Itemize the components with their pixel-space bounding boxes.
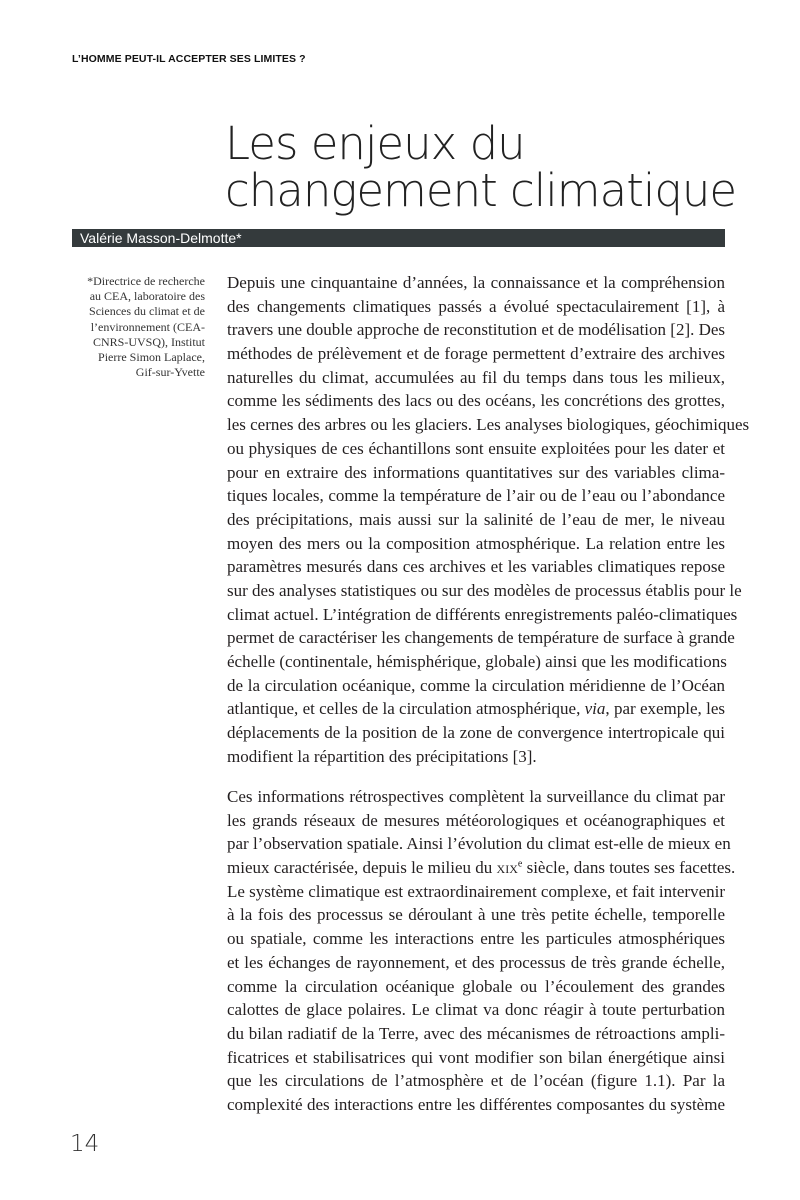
text-line: du bilan radiatif de la Terre, avec des mécanismes de rétroactions ampli- (227, 1023, 725, 1043)
text-segment: , par exemple, les (605, 699, 725, 719)
footnote-line: l’environnement (CEA- (90, 319, 205, 334)
title-line: changement climatique (225, 164, 737, 217)
title-line: Les enjeux du (225, 117, 525, 170)
styled-text: e (517, 858, 523, 870)
text-line: déplacements de la position de la zone de convergence intertropicale qui (227, 723, 725, 743)
article-title (225, 117, 737, 217)
footnote-line: au CEA, laboratoire des (89, 289, 205, 304)
running-header: L’HOMME PEUT-IL ACCEPTER SES LIMITES ? (72, 53, 306, 65)
text-line: et les échanges de rayonnement, et des processus de très grande échelle, (227, 952, 725, 972)
page-number: 14 (70, 1131, 100, 1157)
text-line: ficatrices et stabilisatrices qui vont modifier son bilan énergétique ainsi (227, 1047, 725, 1067)
text-line: calottes de glace polaires. Le climat va donc réagir à toute perturbation (227, 1000, 725, 1020)
text-segment: mieux caractérisée, depuis le milieu du (227, 858, 497, 878)
footnote-line: Pierre Simon Laplace, (98, 350, 205, 365)
footnote-line: CNRS-UVSQ), Institut (92, 334, 205, 349)
styled-text: xix (496, 858, 518, 878)
text-line: les grands réseaux de mesures météorologiques et océanographiques et (227, 810, 725, 830)
author-name: Valérie Masson-Delmotte* (80, 230, 242, 246)
text-line: par l’observation spatiale. Ainsi l’évolution du climat est-elle de mieux en (227, 834, 731, 854)
text-line: comme la circulation océanique globale ou l’écoulement des grandes (227, 976, 725, 996)
text-line: pour en extraire des informations quantitatives sur des variables clima- (227, 462, 725, 482)
text-line: permet de caractériser les changements de température de surface à grande (227, 628, 735, 648)
paragraph (227, 785, 736, 1117)
text-line: de la circulation océanique, comme la circulation méridienne de l’Océan (227, 675, 725, 695)
text-line: que les circulations de l’atmosphère et de l’océan (figure 1.1). Par la (227, 1071, 725, 1091)
text-segment: atlantique, et celles de la circulation atmosphérique, (227, 699, 585, 719)
text-line: à la fois des processus se déroulant à une très petite échelle, temporelle (227, 905, 725, 925)
footnote-line: Sciences du climat et de (89, 304, 205, 319)
text-line: Le système climatique est extraordinairement complexe, et fait intervenir (227, 881, 725, 901)
text-line: paramètres mesurés dans ces archives et les variables climatiques repose (227, 557, 725, 577)
text-line: Ces informations rétrospectives complètent la surveillance du climat par (227, 787, 725, 806)
text-line: des changements climatiques passés a évolué spectaculairement [1], à (227, 296, 725, 316)
text-line: tiques locales, comme la température de l’air ou de l’eau ou l’abondance (227, 486, 725, 506)
author-bar (72, 229, 725, 247)
text-line: complexité des interactions entre les différentes composantes du système (227, 1094, 725, 1114)
text-line: comme les sédiments des lacs ou des océans, les concrétions des grottes, (227, 391, 725, 411)
author-footnote (60, 274, 205, 380)
text-line: sur des analyses statistiques ou sur des modèles de processus établis pour le (227, 580, 742, 600)
text-line: ou physiques de ces échantillons sont ensuite exploitées pour les dater et (227, 438, 725, 458)
text-line: climat actuel. L’intégration de différents enregistrements paléo-climatiques (227, 604, 738, 624)
italic-text: via (584, 699, 606, 719)
footnote-line: *Directrice de recherche (87, 274, 205, 288)
text-line: moyen des mers ou la composition atmosphérique. La relation entre les (227, 533, 725, 553)
text-line: des précipitations, mais aussi sur la salinité de l’eau de mer, le niveau (227, 509, 725, 529)
paragraph (227, 271, 750, 768)
text-line: modifient la répartition des précipitations [3]. (227, 746, 537, 766)
text-segment: siècle, dans toutes ses facettes. (522, 858, 736, 878)
text-line: travers une double approche de reconstitution et de modélisation [2]. Des (227, 320, 726, 340)
text-line (227, 697, 725, 721)
text-line: méthodes de prélèvement et de forage permettent d’extraire des archives (227, 344, 725, 364)
text-line: naturelles du climat, accumulées au fil du temps dans tous les milieux, (227, 367, 725, 387)
text-line: Depuis une cinquantaine d’années, la connaissance et la compréhension (227, 273, 725, 292)
text-line (227, 856, 736, 880)
text-line: échelle (continentale, hémisphérique, globale) ainsi que les modifications (227, 652, 727, 671)
text-line: les cernes des arbres ou les glaciers. Les analyses biologiques, géochimiques (227, 415, 750, 435)
text-line: ou spatiale, comme les interactions entre les particules atmosphériques (227, 929, 725, 949)
footnote-line: Gif-sur-Yvette (135, 365, 205, 380)
